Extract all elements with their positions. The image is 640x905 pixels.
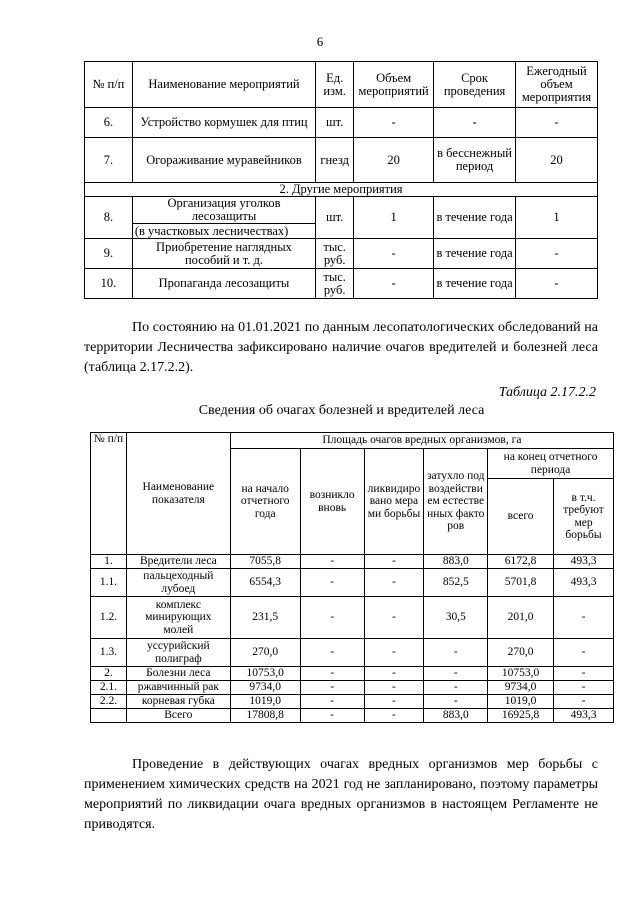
cell-unit: шт. xyxy=(316,197,354,239)
cell-liquidated: - xyxy=(364,639,424,667)
cell-arose: - xyxy=(300,597,364,639)
table-header-row xyxy=(85,62,598,108)
cell-faded: - xyxy=(424,639,488,667)
cell-liquidated: - xyxy=(364,597,424,639)
table-row xyxy=(91,639,614,667)
table-row xyxy=(85,197,598,224)
cell-name: Огораживание муравейников xyxy=(132,138,315,183)
cell-liquidated: - xyxy=(364,555,424,569)
table-row xyxy=(85,239,598,269)
header-area: Площадь очагов вредных организмов, га xyxy=(230,433,613,449)
cell-annual: 1 xyxy=(516,197,598,239)
cell-name: Пропаганда лесозащиты xyxy=(132,269,315,299)
cell-faded: 852,5 xyxy=(424,569,488,597)
cell-liquidated: - xyxy=(364,695,424,709)
cell-need: - xyxy=(554,639,614,667)
cell-arose: - xyxy=(300,681,364,695)
header-start: на начало отчетного года xyxy=(230,449,300,555)
cell-term: в течение года xyxy=(434,197,516,239)
table-header-row xyxy=(91,433,614,449)
cell-total: 270,0 xyxy=(488,639,554,667)
cell-num: 1.3. xyxy=(91,639,127,667)
table-caption-title: Сведения об очагах болезней и вредителей леса xyxy=(198,403,485,418)
header-cell: № п/п xyxy=(85,62,133,108)
cell-liquidated: - xyxy=(364,667,424,681)
cell-term: в течение года xyxy=(434,239,516,269)
page-number: 6 xyxy=(316,34,324,49)
cell-term: - xyxy=(434,108,516,138)
cell-volume: - xyxy=(354,269,434,299)
cell-arose: - xyxy=(300,569,364,597)
cell-num xyxy=(91,709,127,723)
paragraph-chemical-control: Проведение в действующих очагах вредных организмов мер борьбы с применением химических средств на 2021 год не запланировано, поэтому параметры мероприятий по ликвидации очага вредных организмов в настоящем Регламенте не приводятся. xyxy=(84,757,598,832)
header-end: на конец отчетного периода xyxy=(488,449,614,479)
header-name: Наименование показателя xyxy=(126,433,230,555)
cell-unit: тыс. руб. xyxy=(316,239,354,269)
cell-start: 270,0 xyxy=(230,639,300,667)
cell-name: пальцеходный лубоед xyxy=(126,569,230,597)
cell-num: 2. xyxy=(91,667,127,681)
cell-faded: - xyxy=(424,695,488,709)
cell-name-sub: (в участковых лесничествах) xyxy=(132,224,315,239)
cell-annual: - xyxy=(516,108,598,138)
cell-faded: 883,0 xyxy=(424,709,488,723)
cell-num: 2.2. xyxy=(91,695,127,709)
cell-volume: - xyxy=(354,108,434,138)
table-row xyxy=(91,569,614,597)
table-caption-number: Таблица 2.17.2.2 xyxy=(498,385,596,400)
cell-liquidated: - xyxy=(364,709,424,723)
header-cell: Ежегодный объем мероприятия xyxy=(516,62,598,108)
table-row xyxy=(85,269,598,299)
header-liquidated: ликвидировано мерами борьбы xyxy=(364,449,424,555)
cell-liquidated: - xyxy=(364,681,424,695)
cell-arose: - xyxy=(300,667,364,681)
cell-total: 9734,0 xyxy=(488,681,554,695)
cell-faded: - xyxy=(424,667,488,681)
cell-start: 9734,0 xyxy=(230,681,300,695)
header-cell: Наименование мероприятий xyxy=(132,62,315,108)
cell-num: 8. xyxy=(85,197,133,239)
header-cell: Срок проведения xyxy=(434,62,516,108)
cell-faded: 883,0 xyxy=(424,555,488,569)
cell-need: - xyxy=(554,667,614,681)
cell-total: 1019,0 xyxy=(488,695,554,709)
cell-name: уссурийский полиграф xyxy=(126,639,230,667)
cell-num: 1. xyxy=(91,555,127,569)
table-row xyxy=(85,108,598,138)
cell-name: Болезни леса xyxy=(126,667,230,681)
cell-name: Вредители леса xyxy=(126,555,230,569)
header-num: № п/п xyxy=(91,433,127,555)
cell-total: 6172,8 xyxy=(488,555,554,569)
cell-need: 493,3 xyxy=(554,555,614,569)
pest-foci-table xyxy=(90,432,614,723)
cell-name: Всего xyxy=(126,709,230,723)
cell-num: 6. xyxy=(85,108,133,138)
cell-name: Организация уголков лесозащиты xyxy=(132,197,315,224)
cell-num: 7. xyxy=(85,138,133,183)
cell-need: - xyxy=(554,695,614,709)
table-row xyxy=(91,681,614,695)
cell-faded: - xyxy=(424,681,488,695)
cell-num: 1.1. xyxy=(91,569,127,597)
cell-num: 9. xyxy=(85,239,133,269)
cell-name: корневая губка xyxy=(126,695,230,709)
cell-arose: - xyxy=(300,695,364,709)
cell-unit: тыс. руб. xyxy=(316,269,354,299)
cell-name: ржавчинный рак xyxy=(126,681,230,695)
header-need: в т.ч. требуют мер борьбы xyxy=(554,479,614,555)
cell-need: 493,3 xyxy=(554,569,614,597)
cell-unit: гнезд xyxy=(316,138,354,183)
cell-need: 493,3 xyxy=(554,709,614,723)
cell-annual: - xyxy=(516,239,598,269)
cell-num: 1.2. xyxy=(91,597,127,639)
table-row xyxy=(91,597,614,639)
cell-name: Устройство кормушек для птиц xyxy=(132,108,315,138)
header-total: всего xyxy=(488,479,554,555)
cell-need: - xyxy=(554,597,614,639)
paragraph-foci-status: По состоянию на 01.01.2021 по данным лесопатологических обследований на территории Лесничества зафиксировано наличие очагов вредителей и болезней леса (таблица 2.17.2.2). xyxy=(84,320,598,375)
table-row xyxy=(91,667,614,681)
cell-num: 10. xyxy=(85,269,133,299)
cell-total: 5701,8 xyxy=(488,569,554,597)
cell-liquidated: - xyxy=(364,569,424,597)
header-arose: возникло вновь xyxy=(300,449,364,555)
cell-start: 17808,8 xyxy=(230,709,300,723)
cell-name: комплекс минирующих молей xyxy=(126,597,230,639)
cell-arose: - xyxy=(300,639,364,667)
cell-need: - xyxy=(554,681,614,695)
cell-term: в бесснежный период xyxy=(434,138,516,183)
cell-arose: - xyxy=(300,555,364,569)
header-cell: Ед. изм. xyxy=(316,62,354,108)
cell-name: Приобретение наглядных пособий и т. д. xyxy=(132,239,315,269)
table-row xyxy=(91,695,614,709)
cell-total: 201,0 xyxy=(488,597,554,639)
header-faded: затухло под воздействием естественных факторов xyxy=(424,449,488,555)
table-row xyxy=(85,138,598,183)
cell-total: 10753,0 xyxy=(488,667,554,681)
cell-start: 7055,8 xyxy=(230,555,300,569)
cell-num: 2.1. xyxy=(91,681,127,695)
cell-unit: шт. xyxy=(316,108,354,138)
cell-start: 6554,3 xyxy=(230,569,300,597)
cell-start: 1019,0 xyxy=(230,695,300,709)
header-cell: Объем мероприятий xyxy=(354,62,434,108)
cell-volume: - xyxy=(354,239,434,269)
section-title: 2. Другие мероприятия xyxy=(85,183,598,197)
section-row xyxy=(85,183,598,197)
cell-start: 231,5 xyxy=(230,597,300,639)
cell-annual: 20 xyxy=(516,138,598,183)
table-row xyxy=(91,555,614,569)
measures-table xyxy=(84,61,598,299)
cell-total: 16925,8 xyxy=(488,709,554,723)
cell-term: в течение года xyxy=(434,269,516,299)
cell-faded: 30,5 xyxy=(424,597,488,639)
cell-start: 10753,0 xyxy=(230,667,300,681)
cell-arose: - xyxy=(300,709,364,723)
table-total-row xyxy=(91,709,614,723)
cell-volume: 20 xyxy=(354,138,434,183)
cell-volume: 1 xyxy=(354,197,434,239)
cell-annual: - xyxy=(516,269,598,299)
